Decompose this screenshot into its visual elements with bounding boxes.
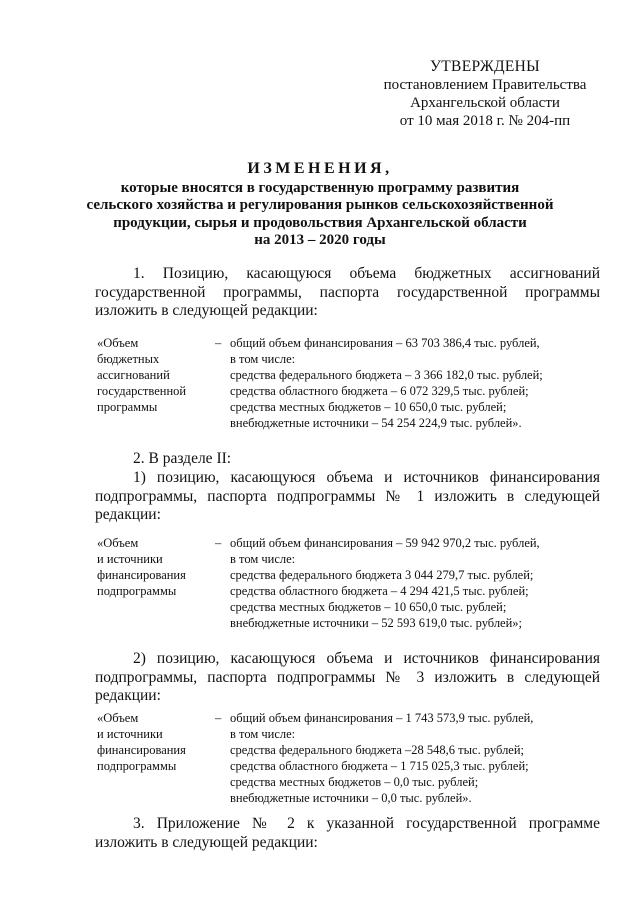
dash: – bbox=[215, 536, 222, 550]
value-regional: средства областного бюджета – 4 294 421,5 тыс. рублей; bbox=[230, 584, 529, 598]
title-line: на 2013 – 2020 годы bbox=[254, 232, 386, 248]
label-line: подпрограммы bbox=[97, 584, 177, 598]
funding-table-program bbox=[97, 335, 577, 435]
funding-label bbox=[97, 535, 215, 599]
label-line: бюджетных bbox=[97, 352, 160, 366]
section-2-sub-1 bbox=[95, 469, 600, 525]
section-3-content: 3. Приложение № 2 к указанной государственной программе изложить в следующей редакции: bbox=[95, 815, 600, 851]
section-2-sub-1-text: 1) позицию, касающуюся объема и источников финансирования подпрограммы, паспорта подпрограммы № 1 изложить в следующей редакции: bbox=[95, 469, 600, 523]
value-including: в том числе: bbox=[230, 727, 296, 741]
label-line: ассигнований bbox=[97, 368, 170, 382]
section-2-heading-text: 2. В разделе II: bbox=[133, 450, 232, 467]
label-line: и источники bbox=[97, 552, 163, 566]
value-including: в том числе: bbox=[230, 352, 296, 366]
document-title bbox=[80, 160, 560, 250]
label-line: государственной bbox=[97, 384, 187, 398]
funding-values bbox=[230, 535, 590, 631]
label-line: финансирования bbox=[97, 743, 186, 757]
label-line: финансирования bbox=[97, 568, 186, 582]
funding-values bbox=[230, 335, 590, 431]
label-line: подпрограммы bbox=[97, 759, 177, 773]
title-main: ИЗМЕНЕНИЯ, bbox=[247, 160, 393, 177]
value-total: общий объем финансирования – 1 743 573,9 тыс. рублей, bbox=[230, 711, 534, 725]
label-line: «Объем bbox=[97, 336, 139, 350]
value-total: общий объем финансирования – 59 942 970,2 тыс. рублей, bbox=[230, 536, 540, 550]
dash: – bbox=[215, 336, 222, 350]
funding-table-subprogram-3 bbox=[97, 710, 577, 810]
approval-line: постановлением Правительства bbox=[383, 77, 587, 93]
value-offbudget: внебюджетные источники – 0,0 тыс. рублей». bbox=[230, 791, 472, 805]
section-2-sub-2-text: 2) позицию, касающуюся объема и источников финансирования подпрограммы, паспорта подпрограммы № 3 изложить в следующей редакции: bbox=[95, 650, 600, 704]
funding-label bbox=[97, 335, 215, 415]
funding-table-subprogram-1 bbox=[97, 535, 577, 635]
section-2-sub-2 bbox=[95, 650, 600, 706]
section-1-text bbox=[95, 265, 600, 321]
title-line: которые вносятся в государственную программу развития bbox=[120, 179, 520, 196]
approval-heading: УТВЕРЖДЕНЫ bbox=[430, 58, 540, 75]
dash: – bbox=[215, 711, 222, 725]
label-line: программы bbox=[97, 400, 158, 414]
value-federal: средства федерального бюджета –28 548,6 тыс. рублей; bbox=[230, 743, 525, 757]
approval-line: Архангельской области bbox=[410, 95, 560, 111]
title-line: сельского хозяйства и регулирования рынков сельскохозяйственной bbox=[86, 197, 554, 213]
value-offbudget: внебюджетные источники – 54 254 224,9 тыс. рублей». bbox=[230, 416, 522, 430]
value-local: средства местных бюджетов – 10 650,0 тыс. рублей; bbox=[230, 600, 507, 614]
section-2-heading bbox=[95, 450, 600, 469]
value-federal: средства федерального бюджета – 3 366 182,0 тыс. рублей; bbox=[230, 368, 543, 382]
value-regional: средства областного бюджета – 6 072 329,5 тыс. рублей; bbox=[230, 384, 529, 398]
value-federal: средства федерального бюджета 3 044 279,7 тыс. рублей; bbox=[230, 568, 534, 582]
section-3-text bbox=[95, 815, 600, 852]
section-1-content: 1. Позицию, касающуюся объема бюджетных ассигнований государственной программы, паспорта государственной программы изложить в следующей редакции: bbox=[95, 265, 600, 319]
title-line: продукции, сырья и продовольствия Архангельской области bbox=[113, 214, 527, 231]
label-line: и источники bbox=[97, 727, 163, 741]
value-total: общий объем финансирования – 63 703 386,4 тыс. рублей, bbox=[230, 336, 540, 350]
value-local: средства местных бюджетов – 0,0 тыс. рублей; bbox=[230, 775, 479, 789]
value-including: в том числе: bbox=[230, 552, 296, 566]
label-line: «Объем bbox=[97, 536, 139, 550]
approval-date: от 10 мая 2018 г. № 204-пп bbox=[399, 113, 571, 129]
approval-stamp bbox=[355, 58, 615, 130]
funding-label bbox=[97, 710, 215, 774]
funding-values bbox=[230, 710, 590, 806]
label-line: «Объем bbox=[97, 711, 139, 725]
value-offbudget: внебюджетные источники – 52 593 619,0 тыс. рублей»; bbox=[230, 616, 523, 630]
value-regional: средства областного бюджета – 1 715 025,3 тыс. рублей; bbox=[230, 759, 529, 773]
value-local: средства местных бюджетов – 10 650,0 тыс. рублей; bbox=[230, 400, 507, 414]
